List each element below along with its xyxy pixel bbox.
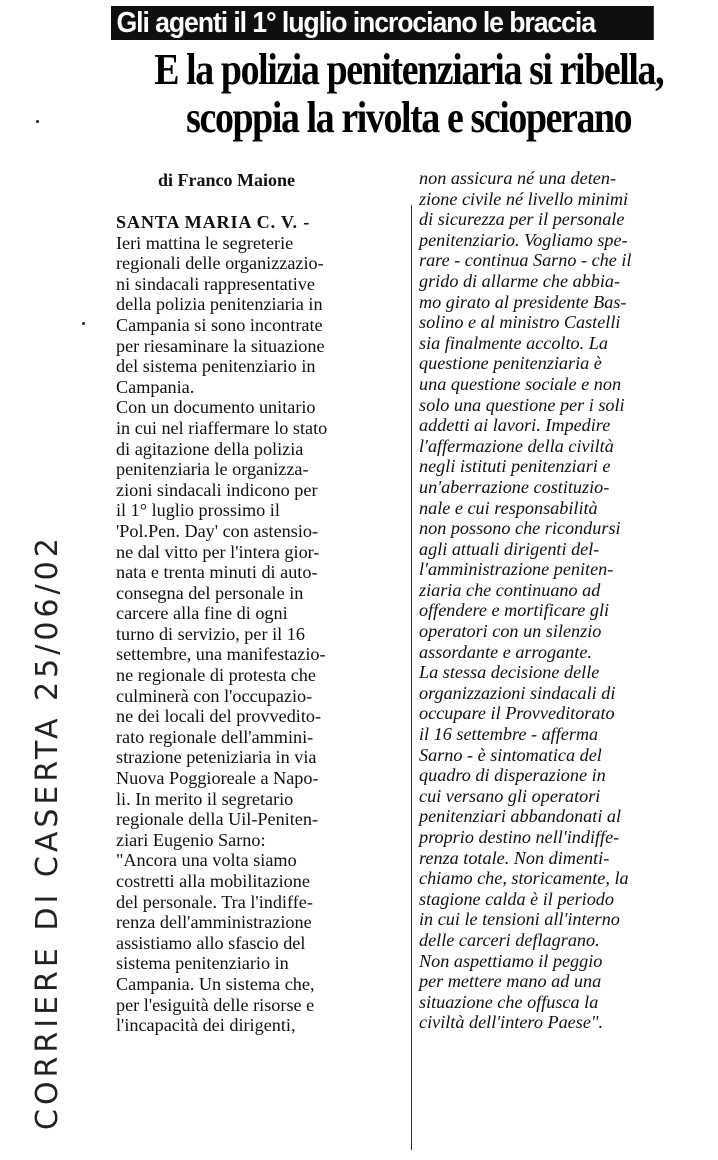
article-line: assistiamo allo sfascio del [116, 932, 306, 953]
article-line: ziari Eugenio Sarno: [116, 829, 266, 850]
article-line: Campania. Un sistema che, [116, 973, 315, 994]
article-line: agli attuali dirigenti del- [419, 538, 600, 559]
article-line: in cui le tensioni all'interno [419, 909, 620, 930]
article-line: situazione che offusca la [419, 991, 599, 1012]
article-line: occupare il Provveditorato [419, 703, 615, 724]
article-line: operatori con un silenzio [419, 621, 602, 642]
article-line: carcere alla fine di ogni [116, 603, 288, 624]
article-line: l'amministrazione peniten- [419, 559, 614, 580]
article-line: questione penitenziaria è [419, 353, 602, 374]
article-column-left [116, 212, 412, 1036]
article-line: renza totale. Non dimenti- [419, 847, 610, 868]
article-line: rare - continua Sarno - che il [419, 250, 632, 271]
article-line: sia finalmente accolto. La [419, 332, 608, 353]
article-line: delle carceri deflagrano. [419, 929, 600, 950]
article-line: l'affermazione della civiltà [419, 435, 614, 456]
article-line: il 16 settembre - afferma [419, 724, 599, 745]
article-line: l'incapacità dei dirigenti, [116, 1015, 296, 1036]
article-line: "Ancora una volta siamo [116, 850, 297, 871]
article-line: 'Pol.Pen. Day' con astensio- [116, 520, 319, 541]
article-line: Sarno - è sintomatica del [419, 744, 602, 765]
article-line: Campania. [116, 376, 195, 397]
article-line: regionali delle organizzazio- [116, 253, 324, 274]
article-line: assordante e arrogante. [419, 641, 592, 662]
article-line: ziaria che continuano ad [419, 579, 601, 600]
article-line: culminerà con l'occupazio- [116, 685, 313, 706]
article-line: della polizia penitenziaria in [116, 294, 323, 315]
article-line: non possono che ricondursi [419, 518, 621, 539]
column-divider [411, 205, 412, 1150]
article-line: costretti alla mobilitazione [116, 871, 310, 891]
headline [112, 46, 705, 142]
article-line: nale e cui responsabilità [419, 497, 598, 518]
article-line: turno di servizio, per il 16 [116, 623, 305, 644]
article-line: non assicura né una deten- [419, 168, 616, 188]
article-line: Non aspettiamo il peggio [419, 950, 603, 971]
article-line: negli istituti penitenziari e [419, 456, 611, 477]
speck [36, 120, 39, 123]
article-line: del personale. Tra l'indiffe- [116, 891, 313, 912]
article-line: La stessa decisione delle [419, 662, 600, 683]
headline-line-2: scoppia la rivolta e scioperano [186, 93, 632, 142]
article-line: per l'esiguità delle risorse e [116, 994, 315, 1015]
article-line: solino e al ministro Castelli [419, 312, 621, 333]
article-line: Con un documento unitario [116, 397, 316, 418]
article-line: strazione peteniziaria in via [116, 747, 317, 768]
article-line: solo una questione per i soli [419, 394, 625, 415]
article-line: Ieri mattina le segreterie [116, 232, 294, 253]
article-line: in cui nel riaffermare lo stato [116, 417, 328, 438]
article-line: di agitazione della polizia [116, 438, 304, 459]
article-line: li. In merito il segretario [116, 788, 294, 809]
handwritten-source-note: CORRIERE DI CASERTA 25/06/02 [30, 534, 65, 1130]
article-line: il 1° luglio prossimo il [116, 500, 280, 521]
article-line: ne dal vitto per l'intera gior- [116, 541, 320, 562]
article-line: rato regionale dell'ammini- [116, 726, 314, 747]
article-line: settembre, una manifestazio- [116, 644, 326, 665]
article-line: un'aberrazione costituzio- [419, 476, 610, 497]
article-line: per mettere mano ad una [419, 971, 602, 992]
article-line: Nuova Poggioreale a Napo- [116, 768, 319, 789]
article-line: consegna del personale in [116, 582, 304, 603]
article-line: ni sindacali rappresentative [116, 273, 315, 294]
article-line: cui versano gli operatori [419, 785, 601, 806]
article-line: una questione sociale e non [419, 373, 622, 394]
article-line: offendere e mortificare gli [419, 600, 610, 621]
article-line: zioni sindacali indicono per [116, 479, 318, 500]
article-line: civiltà dell'intero Paese". [419, 1012, 604, 1033]
article-line: stagione calda è il periodo [419, 888, 614, 909]
article-line: del sistema penitenziario in [116, 356, 316, 377]
article-line: ne regionale di protesta che [116, 665, 316, 686]
byline: di Franco Maione [158, 170, 295, 190]
article-line: di sicurezza per il personale [419, 209, 625, 230]
headline-line-1: E la polizia penitenziaria si ribella, [154, 45, 664, 94]
article-line: per riesaminare la situazione [116, 335, 325, 356]
article-line: mo girato al presidente Bas- [419, 291, 627, 312]
article-line: chiamo che, storicamente, la [419, 868, 629, 889]
article-line: regionale della Uil-Peniten- [116, 809, 319, 830]
article-line: SANTA MARIA C. V. - [116, 212, 311, 232]
article-line: Campania si sono incontrate [116, 314, 323, 335]
article-column-right [419, 168, 711, 1033]
speck [82, 322, 85, 325]
article-line: sistema penitenziario in [116, 953, 289, 974]
article-line: addetti ai lavori. Impedire [419, 415, 611, 436]
article-line: proprio destino nell'indiffe- [419, 827, 620, 847]
article-line: quadro di disperazione in [419, 765, 606, 786]
article-line: organizzazioni sindacali di [419, 682, 616, 703]
kicker-banner: Gli agenti il 1° luglio incrociano le braccia [111, 6, 654, 40]
article-line: penitenziario. Vogliamo spe- [419, 229, 628, 250]
article-line: renza dell'amministrazione [116, 912, 312, 933]
article-line: zione civile né livello minimi [419, 188, 629, 209]
article-line: grido di allarme che abbia- [419, 270, 621, 291]
article-line: ne dei locali del provvedito- [116, 706, 322, 727]
article-line: penitenziaria le organizza- [116, 459, 309, 480]
article-line: penitenziari abbandonati al [419, 806, 622, 827]
article-line: nata e trenta minuti di auto- [116, 562, 318, 583]
